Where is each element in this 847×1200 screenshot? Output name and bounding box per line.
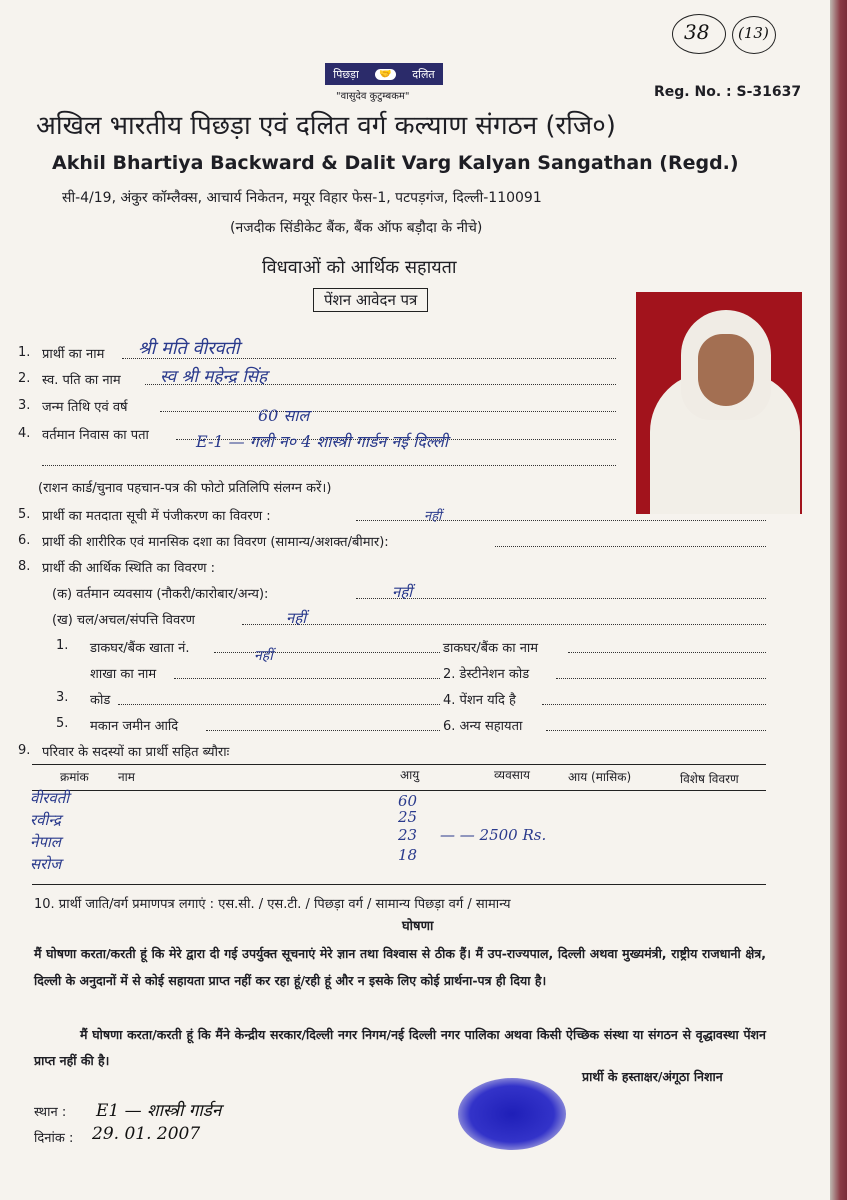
q3-line	[160, 411, 616, 412]
q9-label: परिवार के सदस्यों का प्रार्थी सहित ब्यौराः	[42, 745, 230, 760]
q5-value[interactable]: नहीं	[424, 509, 442, 524]
item-number: 5.	[18, 507, 31, 522]
declaration-para-2: मैं घोषणा करता/करती हूं कि मैंने केन्द्रीय सरकार/दिल्ली नगर निगम/नई दिल्ली नगर पालिका अथवा किसी ऐच्छिक संस्था या संगठन से वृद्धावस्था पेंशन प्राप्त नहीं की है।	[34, 1027, 766, 1068]
q3-value[interactable]: 60 साल	[258, 406, 310, 425]
org-name-hindi: अखिल भारतीय पिछड़ा एवं दलित वर्ग कल्याण संगठन (रजि०)	[36, 111, 616, 141]
q8-label: प्रार्थी की आर्थिक स्थिति का विवरण :	[42, 561, 216, 576]
item-number: 1.	[18, 345, 31, 360]
r3-right-label: 4. पेंशन यदि है	[443, 693, 516, 708]
org-address: सी-4/19, अंकुर कॉम्लैक्स, आचार्य निकेतन, मयूर विहार फेस-1, पटपड़गंज, दिल्ली-110091	[62, 190, 542, 206]
sub-number: 5.	[56, 716, 69, 731]
q6-label: प्रार्थी की शारीरिक एवं मानसिक दशा का विवरण (सामान्य/अशक्त/बीमार):	[42, 535, 389, 550]
q1-value[interactable]: श्री मति वीरवती	[138, 338, 240, 359]
page-number-alt: (13)	[738, 24, 769, 42]
q6-line	[495, 546, 766, 547]
q4-note: (राशन कार्ड/चुनाव पहचान-पत्र की फोटो प्रतिलिपि संलग्न करें।)	[38, 481, 332, 496]
signature-label: प्रार्थी के हस्ताक्षर/अंगूठा निशान	[582, 1069, 723, 1084]
q5-line	[356, 520, 766, 521]
item-number: 6.	[18, 533, 31, 548]
item-number: 2.	[18, 371, 31, 386]
item-number: 4.	[18, 426, 31, 441]
item-number: 8.	[18, 559, 31, 574]
table-header-rule	[32, 790, 766, 791]
page-edge	[830, 0, 847, 1200]
place-value[interactable]: E1 — शास्त्री गार्डन	[96, 1101, 222, 1121]
table-row-age: 25	[398, 808, 418, 826]
q8a-value[interactable]: नहीं	[392, 583, 413, 601]
q8b-value[interactable]: नहीं	[286, 609, 307, 627]
r1-right-label: डाकघर/बैंक का नाम	[443, 641, 539, 656]
table-row-age: 60	[398, 792, 418, 810]
form-title: विधवाओं को आर्थिक सहायता	[262, 257, 457, 278]
r1-right-line	[568, 652, 766, 653]
form-subtitle: पेंशन आवेदन पत्र	[313, 288, 428, 312]
table-row-name: रवीन्द्र	[30, 811, 61, 829]
table-row-age: 23	[398, 826, 418, 844]
q2-label: स्व. पति का नाम	[42, 373, 121, 388]
table-row-name: नेपाल	[30, 833, 61, 851]
q5-label: प्रार्थी का मतदाता सूची में पंजीकरण का विवरण :	[42, 509, 271, 524]
org-landmark: (नजदीक सिंडीकेट बैंक, बैंक ऑफ बड़ौदा के नीचे)	[230, 220, 483, 236]
table-row-name: सरोज	[30, 855, 62, 873]
table-header-name: नाम	[118, 770, 135, 784]
table-header-occupation: व्यवसाय	[494, 768, 530, 782]
r3-left-label: कोड	[90, 693, 111, 708]
q8a-line	[356, 598, 766, 599]
table-header-income: आय (मासिक)	[568, 770, 632, 784]
declaration-title: घोषणा	[402, 919, 434, 934]
r2-left-line	[174, 678, 440, 679]
table-bottom-rule	[32, 884, 766, 885]
r4-right-line	[546, 730, 766, 731]
item-number: 9.	[18, 743, 31, 758]
thumb-impression	[458, 1078, 566, 1150]
date-label: दिनांक :	[34, 1131, 74, 1146]
table-top-rule	[32, 764, 766, 765]
r1-left-line	[214, 652, 440, 653]
org-logo	[325, 63, 443, 85]
reg-number: Reg. No. : S-31637	[654, 84, 802, 100]
logo-right-text: दलित	[412, 67, 435, 81]
logo-left-text: पिछड़ा	[333, 67, 359, 81]
table-row-name: वीरवती	[30, 789, 70, 807]
sub-number: 1.	[56, 638, 69, 653]
applicant-photo	[636, 292, 802, 514]
logo-motto: "वासुदेव कुटुम्बकम"	[336, 91, 410, 102]
table-header-serial: क्रमांक	[60, 770, 89, 784]
table-header-remarks: विशेष विवरण	[680, 772, 739, 786]
q8a-label: (क) वर्तमान व्यवसाय (नौकरी/कारोबार/अन्य):	[52, 587, 269, 602]
q8b-line	[242, 624, 766, 625]
table-row-income: — — 2500 Rs.	[440, 826, 547, 844]
q3-label: जन्म तिथि एवं वर्ष	[42, 400, 128, 415]
photo-face	[698, 334, 754, 406]
q1-label: प्रार्थी का नाम	[42, 347, 105, 362]
r2-left-label: शाखा का नाम	[90, 667, 157, 682]
q8b-label: (ख) चल/अचल/संपत्ति विवरण	[52, 613, 195, 628]
declaration-para-1: मैं घोषणा करता/करती हूं कि मेरे द्वारा दी गई उपर्युक्त सूचनाएं मेरे ज्ञान तथा विश्वास से ठीक हैं। मैं उप-राज्यपाल, दिल्ली अथवा मुख्यमंत्री, राष्ट्रीय राजधानी क्षेत्र, दिल्ली के अनुदानों में से कोई सहायता प्राप्त नहीं कर रहा हूं/रही हूं और न इसके लिए कोई प्रार्थना-पत्र ही दिया है।	[34, 946, 766, 988]
handshake-icon: 🤝	[375, 69, 395, 80]
r3-right-line	[542, 704, 766, 705]
r1-left-value[interactable]: नहीं	[254, 648, 273, 664]
r2-right-line	[556, 678, 766, 679]
q4-line-2	[42, 465, 616, 466]
item-number: 3.	[18, 398, 31, 413]
date-value[interactable]: 29. 01. 2007	[92, 1124, 201, 1144]
r1-left-label: डाकघर/बैंक खाता नं.	[90, 641, 190, 656]
page-number: 38	[684, 20, 710, 44]
q4-value[interactable]: E-1 — गली न० 4 शास्त्री गार्डन नई दिल्ली	[196, 432, 449, 451]
place-label: स्थान :	[34, 1105, 67, 1120]
sub-number: 3.	[56, 690, 69, 705]
r2-right-label: 2. डेस्टीनेशन कोड	[443, 667, 530, 682]
q4-label: वर्तमान निवास का पता	[42, 428, 149, 443]
table-header-age: आयु	[400, 768, 420, 782]
r4-left-line	[206, 730, 440, 731]
q2-value[interactable]: स्व श्री महेन्द्र सिंह	[160, 367, 268, 387]
org-name-english: Akhil Bhartiya Backward & Dalit Varg Kalyan Sangathan (Regd.)	[52, 152, 739, 174]
r4-left-label: मकान जमीन आदि	[90, 719, 179, 734]
table-row-age: 18	[398, 846, 418, 864]
r3-left-line	[118, 704, 440, 705]
r4-right-label: 6. अन्य सहायता	[443, 719, 523, 734]
q10-label: 10. प्रार्थी जाति/वर्ग प्रमाणपत्र लगाएं : एस.सी. / एस.टी. / पिछड़ा वर्ग / सामान्य पिछड़ा वर्ग / सामान्य	[34, 897, 511, 912]
